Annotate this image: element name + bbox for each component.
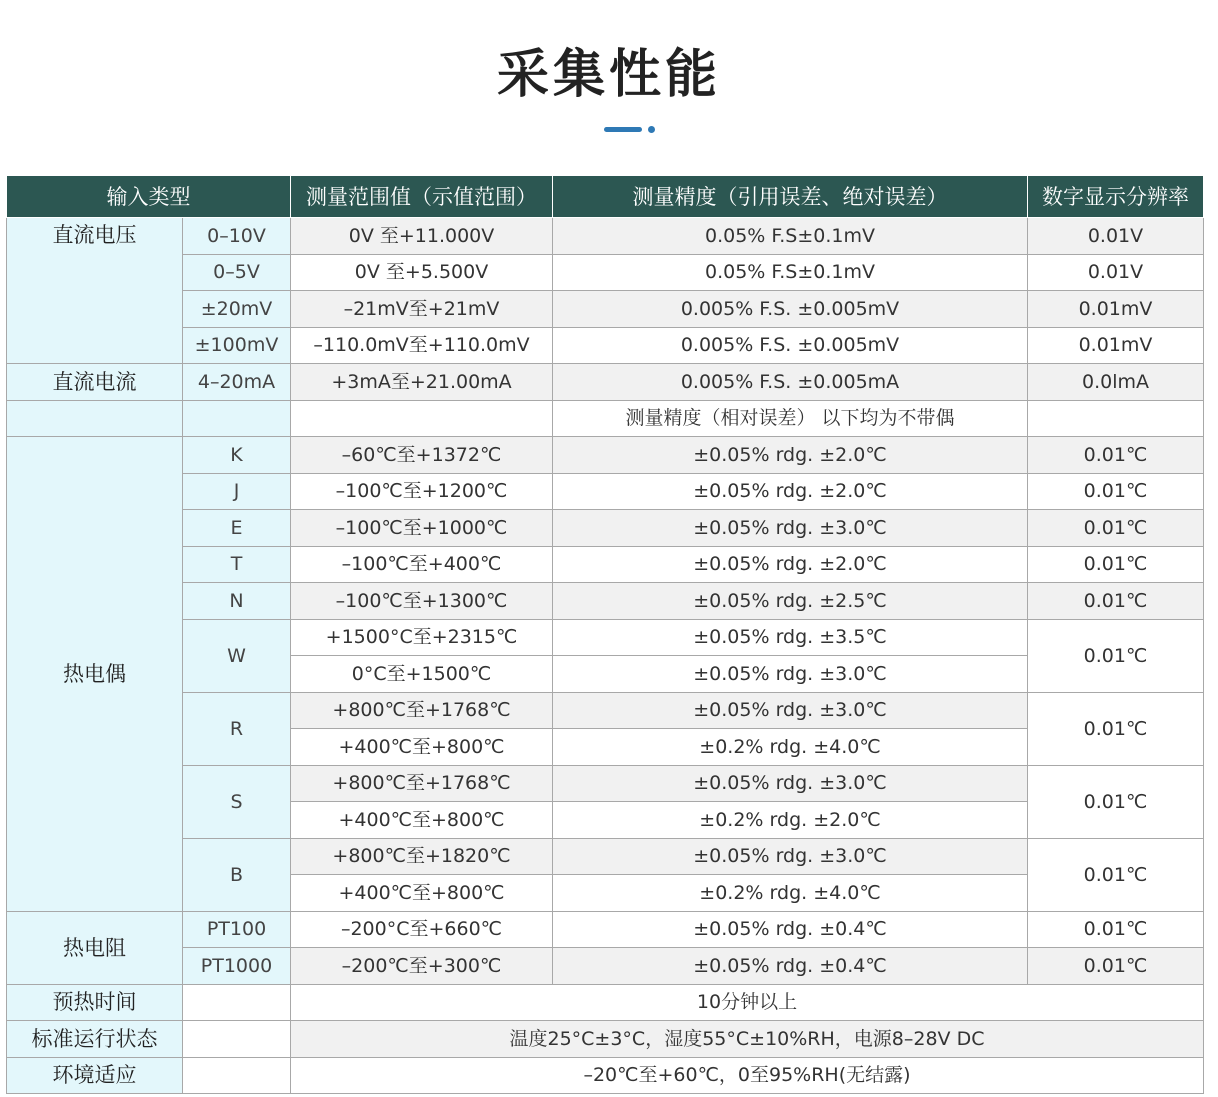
table-row <box>7 218 1204 255</box>
subtype-cell: R <box>183 692 291 765</box>
range-cell: 0°C至+1500℃ <box>291 656 553 693</box>
range-cell: +800℃至+1820℃ <box>291 838 553 875</box>
table-row <box>7 437 1204 474</box>
range-cell: –60℃至+1372℃ <box>291 437 553 474</box>
table-row <box>7 546 1204 583</box>
table-header-row <box>7 176 1204 218</box>
resolution-cell: 0.01℃ <box>1028 948 1204 985</box>
empty-subtype-cell <box>183 1057 291 1094</box>
accuracy-cell: 0.05% F.S±0.1mV <box>553 218 1028 255</box>
table-row <box>7 838 1204 875</box>
accuracy-cell: ±0.05% rdg. ±3.0℃ <box>553 656 1028 693</box>
subtype-cell: E <box>183 510 291 547</box>
empty-range-cell <box>291 400 553 437</box>
table-row <box>7 327 1204 364</box>
category-dc-voltage: 直流电压 <box>7 218 183 364</box>
accuracy-cell: ±0.05% rdg. ±2.0℃ <box>553 546 1028 583</box>
accuracy-cell: ±0.2% rdg. ±2.0℃ <box>553 802 1028 839</box>
table-row <box>7 1057 1204 1094</box>
table-row <box>7 473 1204 510</box>
empty-subtype-cell <box>183 1021 291 1058</box>
subtype-cell: K <box>183 437 291 474</box>
accuracy-cell: ±0.05% rdg. ±2.0℃ <box>553 437 1028 474</box>
range-cell: –100℃至+1200℃ <box>291 473 553 510</box>
table-row <box>7 364 1204 401</box>
resolution-cell: 0.01℃ <box>1028 692 1204 765</box>
resolution-cell: 0.01℃ <box>1028 546 1204 583</box>
header-resolution: 数字显示分辨率 <box>1028 176 1204 218</box>
range-cell: –200°C至+660℃ <box>291 911 553 948</box>
resolution-cell: 0.01℃ <box>1028 510 1204 547</box>
range-cell: 0V 至+11.000V <box>291 218 553 255</box>
performance-table <box>6 176 1204 1094</box>
table-row <box>7 510 1204 547</box>
resolution-cell: 0.01℃ <box>1028 765 1204 838</box>
resolution-cell: 0.0lmA <box>1028 364 1204 401</box>
accuracy-cell: ±0.05% rdg. ±3.0℃ <box>553 765 1028 802</box>
empty-subtype-cell <box>183 400 291 437</box>
subtype-cell: N <box>183 583 291 620</box>
table-row <box>7 254 1204 291</box>
resolution-cell: 0.01mV <box>1028 327 1204 364</box>
category-dc-current: 直流电流 <box>7 364 183 401</box>
subtype-cell: ±100mV <box>183 327 291 364</box>
header-accuracy: 测量精度（引用误差、绝对误差） <box>553 176 1028 218</box>
table-row <box>7 765 1204 802</box>
value-environment: –20℃至+60℃，0至95%RH(无结露) <box>291 1057 1204 1094</box>
label-environment: 环境适应 <box>7 1057 183 1094</box>
range-cell: –100℃至+1300℃ <box>291 583 553 620</box>
range-cell: 0V 至+5.500V <box>291 254 553 291</box>
table-row <box>7 400 1204 437</box>
accuracy-cell: ±0.05% rdg. ±3.0℃ <box>553 692 1028 729</box>
subtype-cell: W <box>183 619 291 692</box>
subtype-cell: PT1000 <box>183 948 291 985</box>
resolution-cell: 0.01V <box>1028 218 1204 255</box>
table-row <box>7 583 1204 620</box>
accuracy-cell: 0.05% F.S±0.1mV <box>553 254 1028 291</box>
subtype-cell: 0–10V <box>183 218 291 255</box>
range-cell: +400℃至+800℃ <box>291 875 553 912</box>
accuracy-cell: ±0.2% rdg. ±4.0℃ <box>553 875 1028 912</box>
table-row <box>7 692 1204 729</box>
accuracy-cell: ±0.05% rdg. ±0.4℃ <box>553 911 1028 948</box>
accuracy-cell: 0.005% F.S. ±0.005mV <box>553 327 1028 364</box>
label-warmup: 预热时间 <box>7 984 183 1021</box>
table-row <box>7 984 1204 1021</box>
table-row <box>7 911 1204 948</box>
resolution-cell: 0.01mV <box>1028 291 1204 328</box>
range-cell: –21mV至+21mV <box>291 291 553 328</box>
range-cell: +800℃至+1768℃ <box>291 692 553 729</box>
page-title: 采集性能 <box>496 45 721 105</box>
accuracy-cell: ±0.05% rdg. ±3.5℃ <box>553 619 1028 656</box>
accuracy-cell: ±0.05% rdg. ±3.0℃ <box>553 510 1028 547</box>
category-thermocouple: 热电偶 <box>7 437 183 912</box>
accuracy-cell: ±0.05% rdg. ±2.0℃ <box>553 473 1028 510</box>
range-cell: +1500°C至+2315℃ <box>291 619 553 656</box>
subtype-cell: J <box>183 473 291 510</box>
range-cell: –100℃至+400℃ <box>291 546 553 583</box>
range-cell: +800℃至+1768℃ <box>291 765 553 802</box>
table-row <box>7 1021 1204 1058</box>
range-cell: –200℃至+300℃ <box>291 948 553 985</box>
empty-category-cell <box>7 400 183 437</box>
resolution-cell: 0.01℃ <box>1028 911 1204 948</box>
accuracy-cell: ±0.05% rdg. ±2.5℃ <box>553 583 1028 620</box>
table-row <box>7 291 1204 328</box>
resolution-cell: 0.01℃ <box>1028 838 1204 911</box>
empty-subtype-cell <box>183 984 291 1021</box>
subtype-cell: B <box>183 838 291 911</box>
subtype-cell: T <box>183 546 291 583</box>
header-input-type: 输入类型 <box>7 176 291 218</box>
title-dot-decoration <box>648 126 655 133</box>
subtype-cell: S <box>183 765 291 838</box>
subtype-cell: ±20mV <box>183 291 291 328</box>
accuracy-cell: ±0.2% rdg. ±4.0℃ <box>553 729 1028 766</box>
accuracy-cell: ±0.05% rdg. ±0.4℃ <box>553 948 1028 985</box>
label-standard-condition: 标准运行状态 <box>7 1021 183 1058</box>
resolution-cell: 0.01℃ <box>1028 437 1204 474</box>
accuracy-cell: 0.005% F.S. ±0.005mA <box>553 364 1028 401</box>
range-cell: –110.0mV至+110.0mV <box>291 327 553 364</box>
range-cell: +3mA至+21.00mA <box>291 364 553 401</box>
resolution-cell: 0.01V <box>1028 254 1204 291</box>
table-row <box>7 619 1204 656</box>
subtype-cell: 4–20mA <box>183 364 291 401</box>
range-cell: –100℃至+1000℃ <box>291 510 553 547</box>
subtype-cell: 0–5V <box>183 254 291 291</box>
empty-resolution-cell <box>1028 400 1204 437</box>
value-warmup: 10分钟以上 <box>291 984 1204 1021</box>
value-standard-condition: 温度25°C±3°C，湿度55°C±10%RH，电源8–28V DC <box>291 1021 1204 1058</box>
category-rtd: 热电阻 <box>7 911 183 984</box>
subtype-cell: PT100 <box>183 911 291 948</box>
resolution-cell: 0.01℃ <box>1028 619 1204 692</box>
header-range: 测量范围值（示值范围） <box>291 176 553 218</box>
accuracy-cell: ±0.05% rdg. ±3.0℃ <box>553 838 1028 875</box>
table-row <box>7 948 1204 985</box>
resolution-cell: 0.01℃ <box>1028 583 1204 620</box>
relative-error-note: 测量精度（相对误差） 以下均为不带偶 <box>553 400 1028 437</box>
range-cell: +400℃至+800℃ <box>291 729 553 766</box>
accuracy-cell: 0.005% F.S. ±0.005mV <box>553 291 1028 328</box>
title-underline-decoration <box>604 127 642 132</box>
range-cell: +400℃至+800℃ <box>291 802 553 839</box>
resolution-cell: 0.01℃ <box>1028 473 1204 510</box>
